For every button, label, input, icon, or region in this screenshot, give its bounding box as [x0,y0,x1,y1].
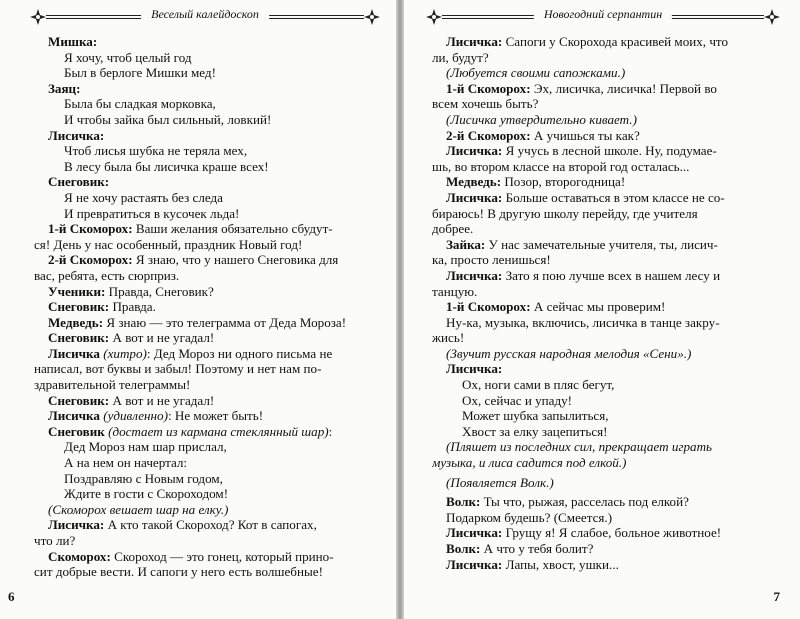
line-text: бираюсь! В другую школу перейду, где учителя [432,205,698,221]
text-line [432,510,782,526]
speaker-name: Ученики: [48,283,106,299]
text-line [432,424,782,440]
speaker-name: Скоморох: [48,548,111,564]
right-running-title: Новогодний серпантин [534,7,672,22]
text-line [34,252,384,268]
ornament-icon [426,9,442,25]
line-text: ся! День у нас особенный, праздник Новый год! [34,236,303,252]
text-line [432,34,782,50]
text-line [432,143,782,159]
line-text: Я учусь в лесной школе. Ну, подумае- [502,143,717,159]
line-text: (Пляшет из последних сил, прекращает играть [446,439,712,455]
line-text: ли, будут? [432,49,489,65]
text-line [432,96,782,112]
speaker-name: Медведь: [48,314,104,330]
speaker-name: 1-й Скоморох: [446,299,531,315]
line-text: Дед Мороз нам шар прислал, [64,439,227,455]
text-line [432,50,782,66]
text-line [34,65,384,81]
line-text: здравительной телеграммы! [34,377,191,393]
text-line [34,564,384,580]
line-text: (Любуется своими сапожками.) [446,65,626,81]
speaker-name: Снеговик: [48,174,110,190]
line-text: (достает из кармана стеклянный шар): [108,423,333,439]
line-text: Эх, лисичка, лисичка! Первой во [530,80,717,96]
speaker-name: Заяц: [48,80,81,96]
text-line [432,475,782,491]
line-text: Скороход — это гонец, который прино- [110,548,334,564]
text-line [432,190,782,206]
line-text: Правда. [109,299,156,315]
text-line [34,330,384,346]
text-line [34,549,384,565]
line-text: Ох, ноги сами в пляс бегут, [462,377,615,393]
line-text: Я не хочу растаять без следа [64,189,223,205]
text-line [432,541,782,557]
line-text: вас, ребята, есть сюрприз. [34,267,180,283]
line-text: И превратиться в кусочек льда! [64,205,240,221]
text-line [432,455,782,471]
line-text: А кто такой Скороход? Кот в сапогах, [104,517,317,533]
speaker-name: 1-й Скоморох: [48,221,133,237]
text-line [34,143,384,159]
line-text: Подарком будешь? (Смеется.) [446,509,613,525]
text-line [432,494,782,510]
line-text: Я знаю, что у нашего Снеговика для [132,252,339,268]
right-page-number: 7 [773,589,780,604]
speaker-name: Зайка: [446,236,486,252]
line-text: написал, вот буквы и забыл! Поэтому и нет нам по- [34,361,322,377]
text-line [34,96,384,112]
line-text: Хвост за елку зацепиться! [462,423,608,439]
text-line [34,471,384,487]
line-text: Я знаю — это телеграмма от Деда Мороза! [103,314,347,330]
right-page-header [426,8,780,26]
text-line [432,237,782,253]
speaker-name: Медведь: [446,174,502,190]
line-text: (Скоморох вешает шар на елку.) [48,501,229,517]
text-line [34,455,384,471]
line-text: Поздравляю с Новым годом, [64,470,223,486]
text-line [432,408,782,424]
speaker-name: 2-й Скоморох: [48,252,133,268]
speaker-name: Лисичка: [446,361,503,377]
speaker-name: Лисичка [48,408,100,424]
line-text: (Звучит русская народная мелодия «Сени».) [446,345,692,361]
line-text: что ли? [34,533,76,548]
text-line [34,315,384,331]
text-line [432,221,782,237]
line-text: И чтобы зайка был сильный, ловкий! [64,111,272,127]
text-line [432,112,782,128]
speaker-name: Снеговик [48,423,105,439]
line-text: (Появляется Волк.) [446,474,554,490]
line-text: А сейчас мы проверим! [530,299,666,315]
line-text: Может шубка запылиться, [462,408,609,424]
left-page [0,0,396,619]
right-page-text [432,34,782,572]
text-line [432,557,782,573]
line-text: Больше оставаться в этом классе не со- [502,189,725,205]
line-text: (хитро): Дед Мороз ни одного письма не [103,345,333,361]
line-text: добрее. [432,221,474,237]
speaker-name: Снеговик: [48,330,110,346]
line-text: (удивленно): Не может быть! [103,408,264,424]
speaker-name: Лисичка: [48,517,105,533]
line-text: А вот и не угадал! [109,392,215,408]
line-text: В лесу была бы лисичка краше всех! [64,158,269,174]
text-line [34,439,384,455]
line-text: Ваши желания обязательно сбудут- [132,221,333,237]
speaker-name: 1-й Скоморох: [446,80,531,96]
text-line [34,81,384,97]
text-line [34,159,384,175]
text-line [432,299,782,315]
text-line [34,408,384,424]
line-text: Чтоб лисья шубка не теряла мех, [64,143,248,159]
speaker-name: Снеговик: [48,392,110,408]
line-text: Сапоги у Скорохода красивей моих, что [502,34,729,49]
line-text: Ждите в гости с Скороходом! [64,486,229,502]
text-line [34,128,384,144]
line-text: А учишься ты как? [530,127,640,143]
line-text: Лапы, хвост, ушки... [502,556,619,572]
text-line [34,393,384,409]
ornament-icon [30,9,46,25]
speaker-name: 2-й Скоморох: [446,127,531,143]
line-text: А вот и не угадал! [109,330,215,346]
speaker-name: Лисичка: [446,189,503,205]
text-line [432,330,782,346]
line-text: сит добрые вести. И сапоги у него есть волшебные! [34,564,323,580]
text-line [34,174,384,190]
ornament-icon [364,9,380,25]
text-line [34,190,384,206]
text-line [34,50,384,66]
ornament-icon [764,9,780,25]
line-text: музыка, и лиса садится под елкой.) [432,455,627,471]
line-text: Ох, сейчас и упаду! [462,392,573,408]
left-page-number: 6 [8,589,15,604]
text-line [432,315,782,331]
text-line [432,439,782,455]
text-line [34,284,384,300]
line-text: Была бы сладкая морковка, [64,96,216,112]
text-line [432,128,782,144]
line-text: Я хочу, чтоб целый год [64,49,192,65]
speaker-name: Лисичка [48,345,100,361]
text-line [432,81,782,97]
line-text: Ты что, рыжая, расселась под елкой? [480,494,689,510]
text-line [34,268,384,284]
line-text: У нас замечательные учителя, ты, лисич- [485,236,718,252]
line-text: танцую. [432,283,478,299]
text-line [432,284,782,300]
speaker-name: Снеговик: [48,299,110,315]
book-gutter [396,0,404,619]
text-line [34,377,384,393]
text-line [34,221,384,237]
text-line [432,268,782,284]
speaker-name: Лисичка: [446,525,503,541]
line-text: Позор, второгодница! [501,174,626,190]
left-running-title: Веселый калейдоскоп [141,7,269,22]
speaker-name: Лисичка: [48,127,105,143]
speaker-name: Волк: [446,494,481,510]
text-line [432,361,782,377]
line-text: А на нем он начертал: [64,455,188,471]
speaker-name: Лисичка: [446,143,503,159]
text-line [432,206,782,222]
text-line [432,346,782,362]
text-line [34,237,384,253]
text-line [34,502,384,518]
text-line [34,486,384,502]
text-line [432,525,782,541]
line-text: (Лисичка утвердительно кивает.) [446,111,637,127]
speaker-name: Мишка: [48,34,98,49]
left-page-header [30,8,380,26]
text-line [432,393,782,409]
line-text: Зато я пою лучше всех в нашем лесу и [502,267,721,283]
line-text: всем хочешь быть? [432,96,539,112]
line-text: А что у тебя болит? [480,541,594,556]
text-line [432,377,782,393]
speaker-name: Лисичка: [446,34,503,49]
line-text: жись! [432,330,465,346]
text-line [34,361,384,377]
text-line [432,174,782,190]
text-line [34,424,384,440]
line-text: шь, во втором классе на второй год осталась... [432,158,690,174]
text-line [34,112,384,128]
left-page-text [34,34,384,580]
text-line [34,299,384,315]
text-line [432,159,782,175]
line-text: Ну-ка, музыка, включись, лисичка в танце закру- [446,314,720,330]
text-line [34,34,384,50]
speaker-name: Лисичка: [446,267,503,283]
text-line [432,65,782,81]
speaker-name: Лисичка: [446,556,503,572]
line-text: ка, просто ленишься! [432,252,551,268]
text-line [34,533,384,549]
text-line [432,252,782,268]
text-line [34,517,384,533]
line-text: Грущу я! Я слабое, больное животное! [502,525,722,541]
text-line [34,206,384,222]
line-text: Был в берлоге Мишки мед! [64,65,216,81]
right-page [404,0,800,619]
line-text: Правда, Снеговик? [105,283,214,299]
speaker-name: Волк: [446,541,481,556]
text-line [34,346,384,362]
